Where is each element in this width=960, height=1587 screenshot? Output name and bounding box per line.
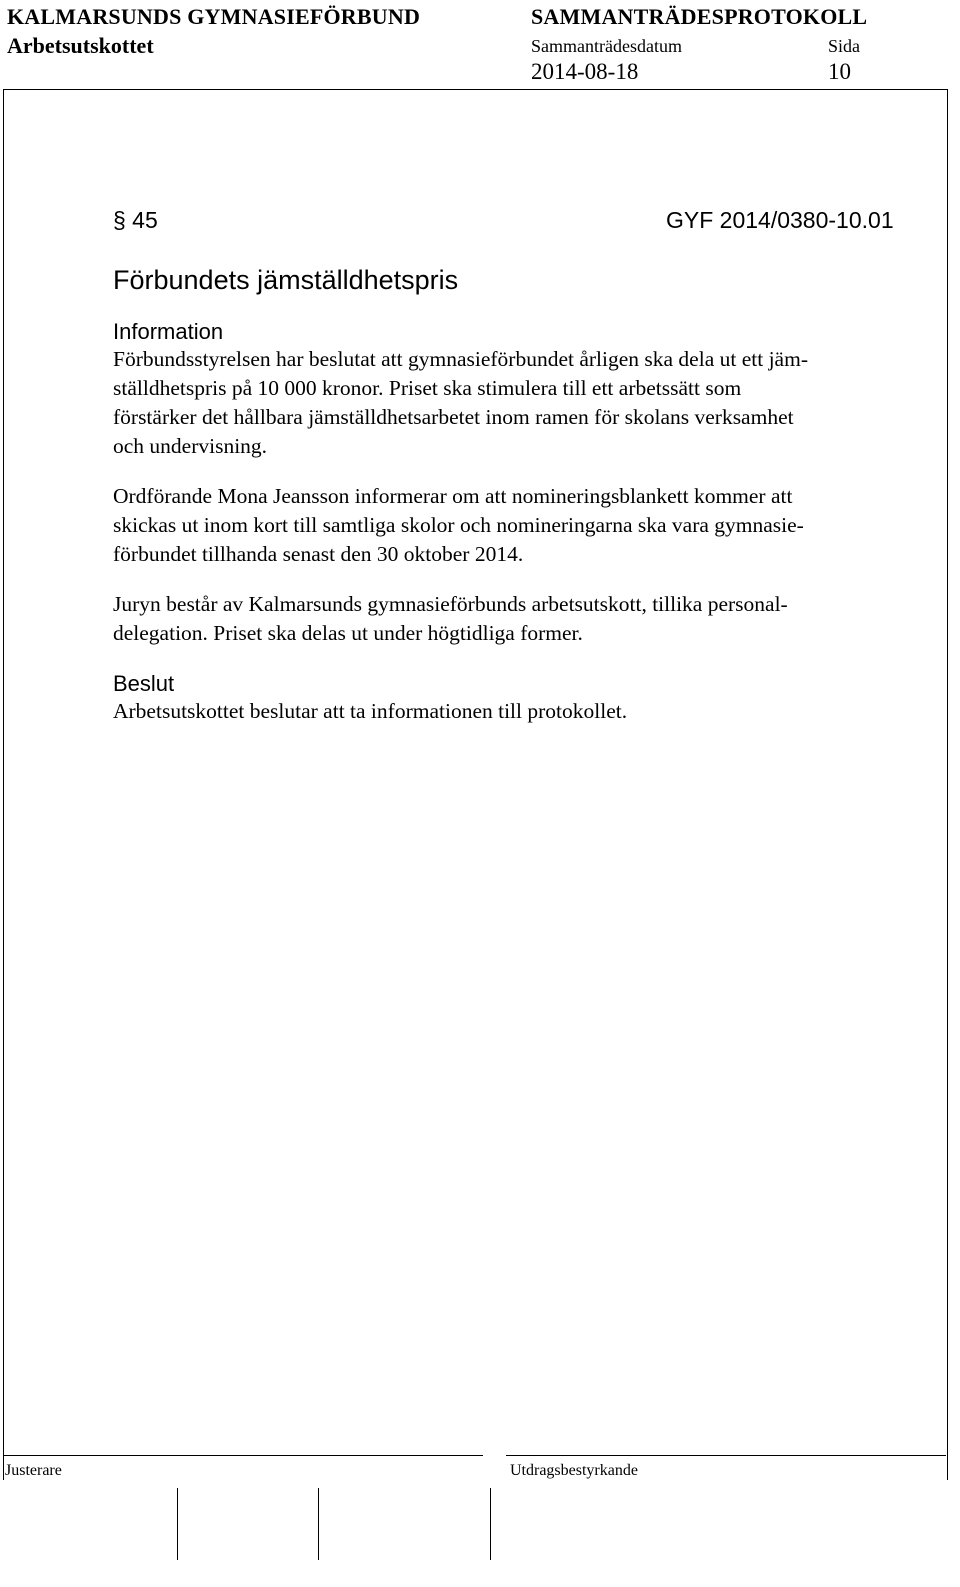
committee-name: Arbetsutskottet bbox=[7, 33, 154, 58]
document-type: SAMMANTRÄDESPROTOKOLL bbox=[531, 4, 868, 29]
page-number: 10 bbox=[828, 59, 851, 84]
nomination-paragraph bbox=[113, 482, 873, 569]
paragraph-line: Ordförande Mona Jeansson informerar om att nomineringsblankett kommer att bbox=[113, 484, 793, 508]
information-heading: Information bbox=[113, 319, 224, 344]
paragraph-line: ställdhetspris på 10 000 kronor. Priset ska stimulera till ett arbetssätt som bbox=[113, 376, 742, 400]
signature-box-divider bbox=[318, 1488, 319, 1560]
organization-name: KALMARSUNDS GYMNASIEFÖRBUND bbox=[7, 4, 421, 29]
paragraph-line: Förbundsstyrelsen har beslutat att gymnasieförbundet årligen ska dela ut ett jäm- bbox=[113, 347, 808, 371]
decision-paragraph bbox=[113, 697, 873, 726]
paragraph-line: förbundet tillhanda senast den 30 oktober 2014. bbox=[113, 542, 524, 566]
paragraph-line: förstärker det hållbara jämställdhetsarbetet inom ramen för skolans verksamhet bbox=[113, 405, 794, 429]
signature-box-divider bbox=[490, 1488, 491, 1560]
footer-divider-left bbox=[3, 1455, 483, 1456]
section-title: Förbundets jämställdhetspris bbox=[113, 265, 459, 295]
decision-text: Arbetsutskottet beslutar att ta informationen till protokollet. bbox=[113, 699, 628, 723]
jury-paragraph bbox=[113, 590, 873, 648]
footer-divider-right bbox=[506, 1455, 946, 1456]
meeting-date-label: Sammanträdesdatum bbox=[531, 36, 682, 56]
page-frame bbox=[3, 89, 948, 1480]
signature-box-divider bbox=[177, 1488, 178, 1560]
case-number: GYF 2014/0380-10.01 bbox=[666, 207, 894, 233]
paragraph-line: skickas ut inom kort till samtliga skolor och nomineringarna ska vara gymnasie- bbox=[113, 513, 804, 537]
adjuster-label: Justerare bbox=[5, 1462, 62, 1479]
paragraph-line: Juryn består av Kalmarsunds gymnasieförbunds arbetsutskott, tillika personal- bbox=[113, 592, 788, 616]
section-number: § 45 bbox=[113, 207, 158, 233]
decision-heading: Beslut bbox=[113, 671, 175, 696]
extract-certification-label: Utdragsbestyrkande bbox=[510, 1462, 638, 1479]
page-label: Sida bbox=[828, 36, 861, 56]
information-paragraph bbox=[113, 345, 873, 461]
paragraph-line: och undervisning. bbox=[113, 434, 268, 458]
paragraph-line: delegation. Priset ska delas ut under högtidliga former. bbox=[113, 621, 583, 645]
meeting-date: 2014-08-18 bbox=[531, 59, 639, 84]
